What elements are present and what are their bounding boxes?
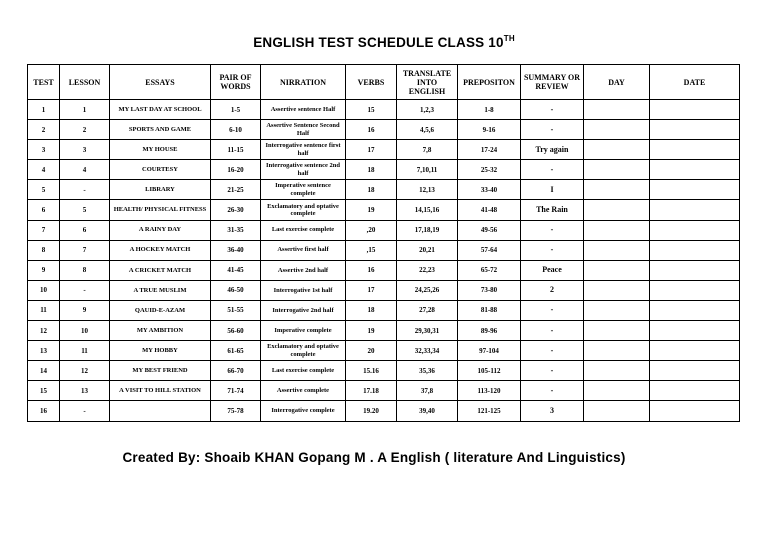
cell-pair-of-words: 66-70 [211,361,261,381]
cell-narration: Interrogative 2nd half [261,300,346,320]
table-row [28,361,740,381]
cell-lesson: 12 [60,361,110,381]
cell-test: 15 [28,381,60,401]
cell-narration: Interrogative sentence 2nd half [261,160,346,180]
cell-date [650,381,740,401]
cell-preposition: 97-104 [458,341,521,361]
cell-day [584,401,650,421]
cell-pair-of-words: 51-55 [211,300,261,320]
table-row [28,200,740,220]
header-row [28,65,740,100]
cell-translate: 12,13 [397,180,458,200]
cell-verbs: 17 [346,280,397,300]
cell-essay: MY HOBBY [110,341,211,361]
cell-pair-of-words: 46-50 [211,280,261,300]
table-row [28,160,740,180]
cell-day [584,280,650,300]
cell-verbs: 16 [346,120,397,140]
cell-essay: MY AMBITION [110,321,211,341]
cell-narration: Assertive first half [261,240,346,260]
cell-summary: - [521,341,584,361]
cell-test: 11 [28,300,60,320]
cell-summary: - [521,361,584,381]
header-lesson: LESSON [60,65,110,100]
title-text: ENGLISH TEST SCHEDULE CLASS 10 [253,35,504,50]
cell-verbs: ,20 [346,220,397,240]
cell-day [584,361,650,381]
cell-translate: 7,10,11 [397,160,458,180]
cell-narration: Assertive Sentence Second Half [261,120,346,140]
cell-day [584,100,650,120]
cell-pair-of-words: 75-78 [211,401,261,421]
cell-essay: A VISIT TO HILL STATION [110,381,211,401]
cell-date [650,321,740,341]
cell-summary: - [521,300,584,320]
cell-essay: A CRICKET MATCH [110,260,211,280]
cell-summary: - [521,240,584,260]
cell-preposition: 9-16 [458,120,521,140]
cell-date [650,280,740,300]
cell-lesson: - [60,401,110,421]
cell-verbs: 19 [346,200,397,220]
schedule-table [27,64,740,422]
table-row [28,140,740,160]
cell-test: 3 [28,140,60,160]
cell-essay: A HOCKEY MATCH [110,240,211,260]
cell-translate: 24,25,26 [397,280,458,300]
cell-essay: MY HOUSE [110,140,211,160]
cell-test: 16 [28,401,60,421]
cell-summary: 3 [521,401,584,421]
cell-translate: 37,8 [397,381,458,401]
header-pair-of-words: PAIR OF WORDS [211,65,261,100]
cell-date [650,300,740,320]
cell-test: 6 [28,200,60,220]
cell-lesson: 10 [60,321,110,341]
cell-lesson: 4 [60,160,110,180]
cell-verbs: 20 [346,341,397,361]
cell-date [650,160,740,180]
cell-verbs: 16 [346,260,397,280]
cell-date [650,180,740,200]
cell-preposition: 1-8 [458,100,521,120]
cell-translate: 17,18,19 [397,220,458,240]
cell-test: 12 [28,321,60,341]
table-row [28,381,740,401]
cell-translate: 20,21 [397,240,458,260]
cell-narration: Assertive sentence Half [261,100,346,120]
header-date: DATE [650,65,740,100]
cell-essay [110,401,211,421]
cell-test: 13 [28,341,60,361]
cell-lesson: 5 [60,200,110,220]
cell-lesson: 3 [60,140,110,160]
cell-summary: Try again [521,140,584,160]
cell-verbs: 17.18 [346,381,397,401]
cell-translate: 14,15,16 [397,200,458,220]
cell-translate: 4,5,6 [397,120,458,140]
cell-preposition: 73-80 [458,280,521,300]
table-row [28,321,740,341]
cell-summary: - [521,381,584,401]
cell-date [650,220,740,240]
cell-pair-of-words: 31-35 [211,220,261,240]
table-row [28,341,740,361]
cell-translate: 7,8 [397,140,458,160]
cell-pair-of-words: 26-30 [211,200,261,220]
cell-narration: Assertive complete [261,381,346,401]
cell-translate: 39,40 [397,401,458,421]
cell-preposition: 49-56 [458,220,521,240]
cell-verbs: 15 [346,100,397,120]
cell-lesson: 1 [60,100,110,120]
cell-test: 14 [28,361,60,381]
cell-summary: - [521,220,584,240]
cell-date [650,341,740,361]
cell-day [584,260,650,280]
cell-day [584,381,650,401]
cell-narration: Last exercise complete [261,361,346,381]
header-essays: ESSAYS [110,65,211,100]
cell-preposition: 57-64 [458,240,521,260]
footer-credit: Created By: Shoaib KHAN Gopang M . A English ( literature And Linguistics) [122,450,626,465]
cell-verbs: 18 [346,180,397,200]
cell-pair-of-words: 16-20 [211,160,261,180]
header-day: DAY [584,65,650,100]
table-row [28,240,740,260]
cell-translate: 1,2,3 [397,100,458,120]
cell-essay: HEALTH/ PHYSICAL FITNESS [110,200,211,220]
cell-narration: Imperative sentence complete [261,180,346,200]
cell-date [650,200,740,220]
cell-preposition: 105-112 [458,361,521,381]
cell-test: 5 [28,180,60,200]
cell-lesson: 6 [60,220,110,240]
cell-narration: Assertive 2nd half [261,260,346,280]
page-title [0,34,768,50]
cell-pair-of-words: 36-40 [211,240,261,260]
cell-test: 8 [28,240,60,260]
cell-lesson: 2 [60,120,110,140]
cell-preposition: 33-40 [458,180,521,200]
cell-essay: MY BEST FRIEND [110,361,211,381]
cell-date [650,100,740,120]
header-test: TEST [28,65,60,100]
cell-test: 2 [28,120,60,140]
cell-narration: Interrogative 1st half [261,280,346,300]
cell-translate: 27,28 [397,300,458,320]
cell-narration: Exclamatory and optative complete [261,341,346,361]
cell-translate: 22,23 [397,260,458,280]
cell-summary: - [521,120,584,140]
cell-day [584,300,650,320]
cell-test: 7 [28,220,60,240]
cell-pair-of-words: 71-74 [211,381,261,401]
cell-day [584,200,650,220]
cell-lesson: 9 [60,300,110,320]
cell-date [650,401,740,421]
cell-test: 4 [28,160,60,180]
cell-day [584,240,650,260]
cell-summary: - [521,160,584,180]
cell-preposition: 41-48 [458,200,521,220]
cell-narration: Imperative complete [261,321,346,341]
cell-verbs: 17 [346,140,397,160]
cell-day [584,321,650,341]
table-row [28,120,740,140]
title-superscript: TH [503,34,515,43]
cell-lesson: - [60,180,110,200]
cell-lesson: 11 [60,341,110,361]
cell-test: 1 [28,100,60,120]
cell-verbs: 19 [346,321,397,341]
header-verbs: VERBS [346,65,397,100]
cell-lesson: 7 [60,240,110,260]
table-row [28,401,740,421]
cell-preposition: 121-125 [458,401,521,421]
cell-narration: Interrogative sentence first half [261,140,346,160]
cell-date [650,361,740,381]
cell-summary: - [521,100,584,120]
header-translate: TRANSLATE INTO ENGLISH [397,65,458,100]
cell-pair-of-words: 56-60 [211,321,261,341]
cell-translate: 35,36 [397,361,458,381]
cell-lesson: 13 [60,381,110,401]
cell-day [584,120,650,140]
cell-date [650,120,740,140]
cell-pair-of-words: 21-25 [211,180,261,200]
cell-translate: 29,30,31 [397,321,458,341]
cell-test: 9 [28,260,60,280]
cell-essay: A TRUE MUSLIM [110,280,211,300]
table-row [28,280,740,300]
cell-day [584,180,650,200]
cell-essay: LIBRARY [110,180,211,200]
cell-essay: QAUID-E-AZAM [110,300,211,320]
header-summary: SUMMARY OR REVIEW [521,65,584,100]
cell-summary: 2 [521,280,584,300]
cell-essay: SPORTS AND GAME [110,120,211,140]
cell-pair-of-words: 11-15 [211,140,261,160]
cell-test: 10 [28,280,60,300]
cell-verbs: 18 [346,300,397,320]
cell-summary: - [521,321,584,341]
cell-pair-of-words: 61-65 [211,341,261,361]
cell-narration: Last exercise complete [261,220,346,240]
cell-date [650,260,740,280]
cell-pair-of-words: 41-45 [211,260,261,280]
cell-preposition: 89-96 [458,321,521,341]
cell-essay: A RAINY DAY [110,220,211,240]
cell-translate: 32,33,34 [397,341,458,361]
cell-essay: COURTESY [110,160,211,180]
cell-summary: I [521,180,584,200]
cell-lesson: 8 [60,260,110,280]
cell-pair-of-words: 1-5 [211,100,261,120]
cell-essay: MY LAST DAY AT SCHOOL [110,100,211,120]
cell-preposition: 65-72 [458,260,521,280]
table-row [28,100,740,120]
header-preposition: PREPOSITON [458,65,521,100]
table-row [28,180,740,200]
cell-day [584,220,650,240]
cell-date [650,140,740,160]
cell-preposition: 113-120 [458,381,521,401]
table-body [28,100,740,422]
cell-pair-of-words: 6-10 [211,120,261,140]
cell-narration: Exclamatory and optative complete [261,200,346,220]
cell-verbs: 18 [346,160,397,180]
cell-verbs: ,15 [346,240,397,260]
table-row [28,300,740,320]
table-row [28,220,740,240]
cell-preposition: 25-32 [458,160,521,180]
cell-narration: Interrogative complete [261,401,346,421]
cell-day [584,160,650,180]
cell-summary: Peace [521,260,584,280]
header-narration: NIRRATION [261,65,346,100]
cell-preposition: 81-88 [458,300,521,320]
cell-summary: The Rain [521,200,584,220]
cell-verbs: 15.16 [346,361,397,381]
cell-lesson: - [60,280,110,300]
cell-preposition: 17-24 [458,140,521,160]
cell-verbs: 19.20 [346,401,397,421]
cell-day [584,341,650,361]
cell-date [650,240,740,260]
table-row [28,260,740,280]
cell-day [584,140,650,160]
